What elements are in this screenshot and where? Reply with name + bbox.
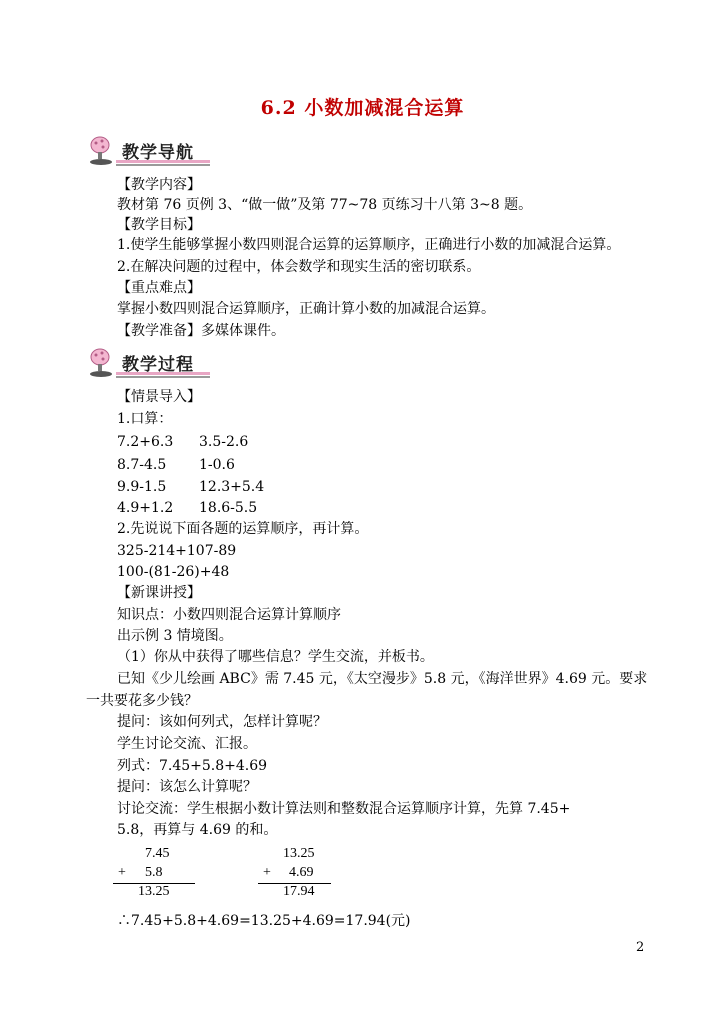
- section-banner-teaching-guide: [86, 133, 212, 167]
- text-line: 【教学准备】多媒体课件。: [117, 323, 285, 339]
- oral-calc-item: 1-0.6: [199, 457, 235, 473]
- oral-calc-item: 12.3+5.4: [199, 479, 265, 495]
- text-line: 出示例 3 情境图。: [117, 628, 233, 644]
- text-line: 2.先说说下面各题的运算顺序，再计算。: [117, 521, 369, 537]
- text-line: 提问：该怎么计算呢？: [117, 779, 257, 795]
- oral-calc-item: 4.9+1.2: [117, 500, 174, 516]
- text-line: 1.口算：: [117, 411, 173, 427]
- text-line: 5.8，再算与 4.69 的和。: [117, 822, 278, 838]
- section-banner-teaching-process: [86, 345, 212, 379]
- text-line: 讨论交流：学生根据小数计算法则和整数混合运算顺序计算，先算 7.45+: [117, 801, 571, 817]
- text-line: 掌握小数四则混合运算顺序，正确计算小数的加减混合运算。: [117, 301, 495, 317]
- text-line: 1.使学生能够掌握小数四则混合运算的运算顺序，正确进行小数的加减混合运算。: [117, 237, 621, 253]
- calc-sum: 13.25: [138, 884, 170, 899]
- calc-operator: +: [263, 865, 271, 880]
- heading-intro: 【情景导入】: [117, 389, 201, 405]
- oral-calc-item: 3.5-2.6: [199, 434, 249, 450]
- result-line: ∴7.45+5.8+4.69=13.25+4.69=17.94(元): [117, 913, 411, 929]
- expression-line: 325-214+107-89: [117, 543, 237, 559]
- heading-teaching-goals: 【教学目标】: [117, 217, 201, 233]
- calc-operand-b: 4.69: [289, 865, 314, 880]
- banner-label: 教学导航: [122, 143, 194, 163]
- oral-calc-item: 9.9-1.5: [117, 479, 167, 495]
- calc-operand-a: 13.25: [283, 846, 315, 861]
- text-line: 2.在解决问题的过程中，体会数学和现实生活的密切联系。: [117, 259, 481, 275]
- text-line: 提问：该如何列式，怎样计算呢？: [117, 714, 327, 730]
- oral-calc-item: 18.6-5.5: [199, 500, 258, 516]
- text-line: 学生讨论交流、汇报。: [117, 736, 257, 752]
- calc-operator: +: [118, 865, 126, 880]
- heading-key-points: 【重点难点】: [117, 280, 201, 296]
- page-number: 2: [636, 940, 645, 955]
- calc-operand-b: 5.8: [145, 865, 163, 880]
- oral-calc-item: 8.7-4.5: [117, 457, 167, 473]
- calc-sum: 17.94: [283, 884, 315, 899]
- document-title: 6.2 小数加减混合运算: [260, 97, 465, 119]
- expression-line: 100-(81-26)+48: [117, 564, 230, 580]
- text-line: 已知《少儿绘画 ABC》需 7.45 元，《太空漫步》5.8 元，《海洋世界》4.69 元。要求: [117, 671, 648, 687]
- banner-label: 教学过程: [122, 355, 194, 375]
- text-line: 教材第 76 页例 3、“做一做”及第 77~78 页练习十八第 3~8 题。: [117, 197, 533, 213]
- calc-operand-a: 7.45: [145, 846, 170, 861]
- text-line: 知识点：小数四则混合运算计算顺序: [117, 607, 341, 623]
- heading-teaching-content: 【教学内容】: [117, 177, 201, 193]
- text-line: 列式：7.45+5.8+4.69: [117, 758, 268, 774]
- text-line: 一共要花多少钱？: [86, 693, 198, 709]
- vertical-calc-2: [255, 845, 345, 905]
- vertical-calc-1: [110, 845, 200, 905]
- oral-calc-item: 7.2+6.3: [117, 434, 174, 450]
- text-line: （1）你从中获得了哪些信息？学生交流，并板书。: [117, 649, 434, 665]
- heading-new-lesson: 【新课讲授】: [117, 585, 201, 601]
